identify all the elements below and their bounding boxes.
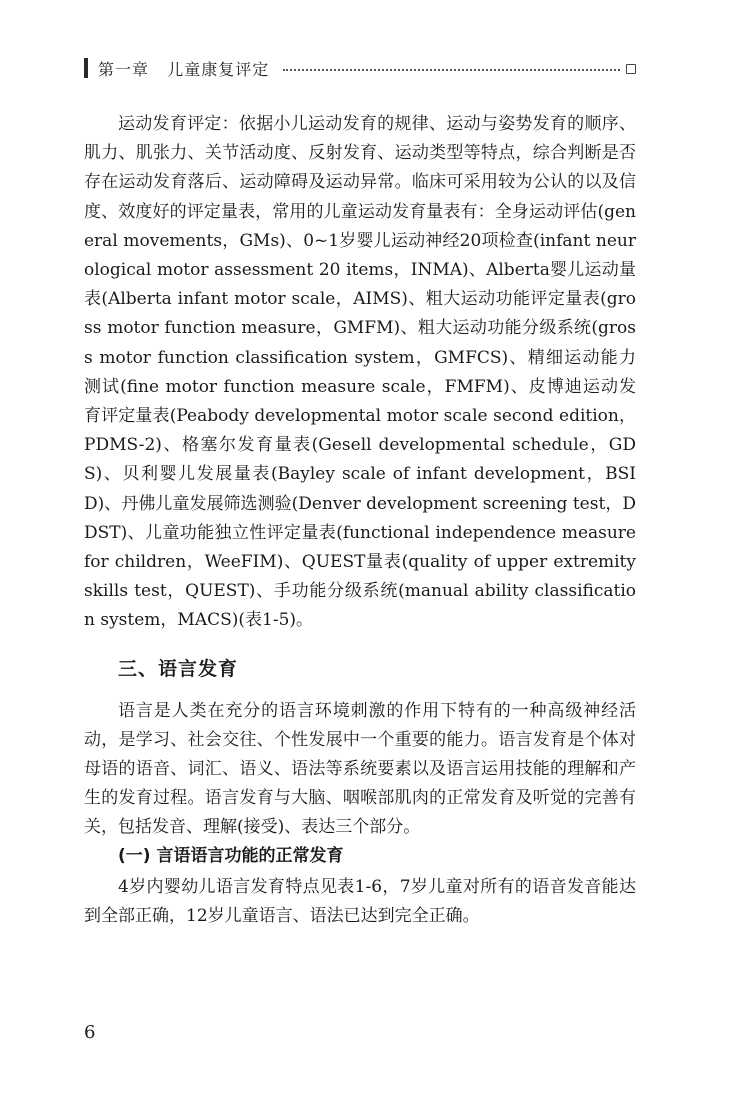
paragraph-language-development: 语言是人类在充分的语言环境刺激的作用下特有的一种高级神经活动，是学习、社会交往、个性发展中一个重要的能力。语言发育是个体对母语的语音、词汇、语义、语法等系统要素以及语言运用技能的理解和产生的发育过程。语言发育与大脑、咽喉部肌肉的正常发育及听觉的完善有关，包括发音、理解(接受)、表达三个部分。 [84,700,636,838]
header-bar [84,58,88,78]
header-dotted-rule [283,69,620,71]
page-body [84,110,636,931]
header-title [98,57,269,80]
chapter-title: 儿童康复评定 [167,59,270,79]
subheading-speech-function: (一) 言语语言功能的正常发育 [118,845,344,866]
paragraph-speech-development: 4岁内婴幼儿语言发育特点见表1-6，7岁儿童对所有的语音发音能达到全部正确，12岁儿童语言、语法已达到完全正确。 [84,876,636,926]
header-end-square [626,64,636,74]
section-heading-language: 三、语言发育 [118,657,239,680]
paragraph-motor-assessment: 运动发育评定：依据小儿运动发育的规律、运动与姿势发育的顺序、肌力、肌张力、关节活动度、反射发育、运动类型等特点，综合判断是否存在运动发育落后、运动障碍及运动异常。临床可采用较为公认的以及信度、效度好的评定量表，常用的儿童运动发育量表有：全身运动评估(general movements，GMs)、0~1岁婴儿运动神经20项检查(infant neurological motor assessment 20 items，INMA)、Alberta婴儿运动量表(Alberta infant motor scale，AIMS)、粗大运动功能评定量表(gross motor function measure，GMFM)、粗大运动功能分级系统(gross motor function classification system，GMFCS)、精细运动能力测试(fine motor function measure scale，FMFM)、皮博迪运动发育评定量表(Peabody developmental motor scale second edition，PDMS-2)、格塞尔发育量表(Gesell developmental schedule，GDS)、贝利婴儿发展量表(Bayley scale of infant development，BSID)、丹佛儿童发展筛选测验(Denver development screening test，DDST)、儿童功能独立性评定量表(functional independence measure for children，WeeFIM)、QUEST量表(quality of upper extremity skills test，QUEST)、手功能分级系统(manual ability classification system，MACS)(表1-5)。 [84,114,636,631]
chapter-label: 第一章 [98,59,150,79]
page-number: 6 [84,1022,96,1043]
running-header [84,56,636,80]
